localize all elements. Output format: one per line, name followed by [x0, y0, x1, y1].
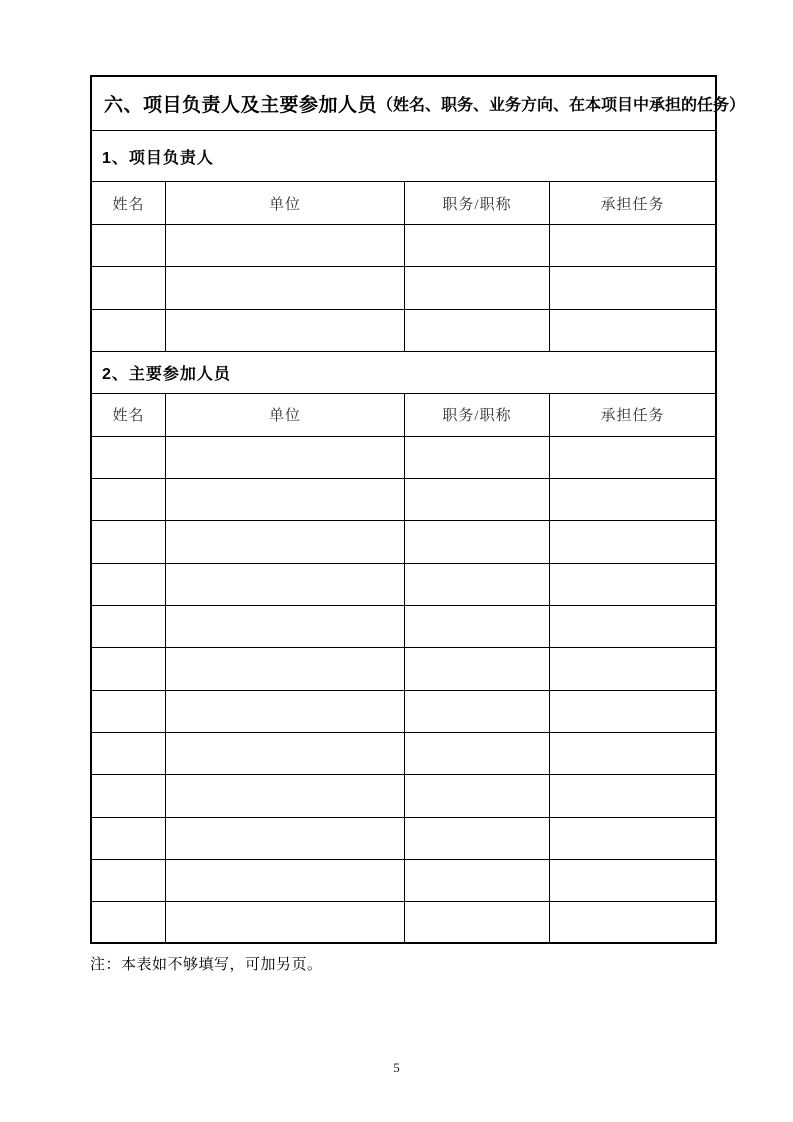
- column-header-name: 姓名: [112, 196, 145, 213]
- empty-cell[interactable]: [92, 691, 165, 732]
- empty-cell[interactable]: [549, 437, 715, 478]
- empty-table-row: [92, 690, 715, 732]
- empty-cell[interactable]: [404, 606, 549, 647]
- empty-cell[interactable]: [404, 860, 549, 901]
- empty-cell[interactable]: [92, 564, 165, 605]
- empty-cell[interactable]: [404, 310, 549, 351]
- section-1-label-row: [92, 130, 715, 181]
- empty-table-row: [92, 520, 715, 562]
- empty-cell[interactable]: [165, 310, 404, 351]
- empty-cell[interactable]: [549, 267, 715, 308]
- personnel-table: [90, 75, 746, 944]
- empty-cell[interactable]: [404, 902, 549, 943]
- footnote: 注：本表如不够填写，可加另页。: [90, 957, 323, 973]
- empty-table-row: [92, 224, 715, 266]
- section-2-label-row: [92, 351, 715, 393]
- section-2-label: 2、主要参加人员: [102, 365, 231, 383]
- empty-table-row: [92, 901, 715, 943]
- empty-cell[interactable]: [165, 648, 404, 689]
- empty-table-row: [92, 266, 715, 308]
- column-header-position-title: 职务/职称: [404, 182, 549, 224]
- empty-cell[interactable]: [549, 691, 715, 732]
- empty-cell[interactable]: [549, 225, 715, 266]
- empty-cell[interactable]: [92, 818, 165, 859]
- empty-cell[interactable]: [165, 818, 404, 859]
- empty-cell[interactable]: [549, 648, 715, 689]
- empty-cell[interactable]: [165, 521, 404, 562]
- empty-cell[interactable]: [404, 775, 549, 816]
- section-1-empty-rows: [92, 224, 715, 351]
- empty-cell[interactable]: [92, 225, 165, 266]
- empty-cell[interactable]: [92, 860, 165, 901]
- empty-cell[interactable]: [92, 479, 165, 520]
- empty-cell[interactable]: [404, 818, 549, 859]
- page-number: 5: [393, 1060, 400, 1075]
- empty-cell[interactable]: [165, 479, 404, 520]
- empty-cell[interactable]: [549, 733, 715, 774]
- section-1-label: 1、项目负责人: [102, 149, 214, 167]
- empty-cell[interactable]: [165, 902, 404, 943]
- empty-cell[interactable]: [404, 225, 549, 266]
- section-2-header-row: [92, 393, 715, 436]
- empty-cell[interactable]: [165, 860, 404, 901]
- empty-cell[interactable]: [404, 437, 549, 478]
- empty-cell[interactable]: [549, 775, 715, 816]
- table-title-row: [92, 77, 746, 130]
- empty-cell[interactable]: [165, 691, 404, 732]
- empty-table-row: [92, 605, 715, 647]
- empty-cell[interactable]: [92, 648, 165, 689]
- empty-cell[interactable]: [404, 648, 549, 689]
- column-header-name: 姓名: [112, 408, 145, 425]
- empty-cell[interactable]: [165, 733, 404, 774]
- empty-cell[interactable]: [92, 775, 165, 816]
- table-title: 六、项目负责人及主要参加人员: [104, 95, 378, 116]
- empty-cell[interactable]: [404, 564, 549, 605]
- empty-cell[interactable]: [549, 606, 715, 647]
- column-header-task: 承担任务: [549, 394, 715, 436]
- column-header-unit: 单位: [165, 182, 404, 224]
- section-1-header-row: [92, 181, 715, 224]
- empty-table-row: [92, 859, 715, 901]
- empty-cell[interactable]: [92, 606, 165, 647]
- empty-cell[interactable]: [92, 310, 165, 351]
- empty-table-row: [92, 732, 715, 774]
- empty-cell[interactable]: [165, 225, 404, 266]
- empty-table-row: [92, 647, 715, 689]
- empty-cell[interactable]: [549, 818, 715, 859]
- empty-cell[interactable]: [404, 267, 549, 308]
- empty-cell[interactable]: [92, 521, 165, 562]
- empty-cell[interactable]: [165, 564, 404, 605]
- empty-table-row: [92, 817, 715, 859]
- empty-cell[interactable]: [92, 733, 165, 774]
- empty-cell[interactable]: [404, 479, 549, 520]
- empty-cell[interactable]: [92, 437, 165, 478]
- empty-cell[interactable]: [92, 902, 165, 943]
- empty-cell[interactable]: [549, 479, 715, 520]
- empty-table-row: [92, 478, 715, 520]
- empty-cell[interactable]: [549, 902, 715, 943]
- empty-table-row: [92, 774, 715, 816]
- empty-cell[interactable]: [165, 606, 404, 647]
- empty-cell[interactable]: [92, 267, 165, 308]
- empty-cell[interactable]: [404, 691, 549, 732]
- empty-cell[interactable]: [165, 775, 404, 816]
- column-header-unit: 单位: [165, 394, 404, 436]
- empty-cell[interactable]: [404, 521, 549, 562]
- empty-cell[interactable]: [549, 860, 715, 901]
- empty-cell[interactable]: [165, 267, 404, 308]
- section-2-empty-rows: [92, 436, 715, 944]
- empty-cell[interactable]: [165, 437, 404, 478]
- column-header-task: 承担任务: [549, 182, 715, 224]
- empty-table-row: [92, 309, 715, 351]
- empty-cell[interactable]: [549, 521, 715, 562]
- table-title-parenthetical: （姓名、职务、业务方向、在本项目中承担的任务）: [377, 97, 746, 114]
- empty-cell[interactable]: [404, 733, 549, 774]
- empty-table-row: [92, 563, 715, 605]
- empty-cell[interactable]: [549, 310, 715, 351]
- column-header-position-title: 职务/职称: [404, 394, 549, 436]
- empty-cell[interactable]: [549, 564, 715, 605]
- empty-table-row: [92, 436, 715, 478]
